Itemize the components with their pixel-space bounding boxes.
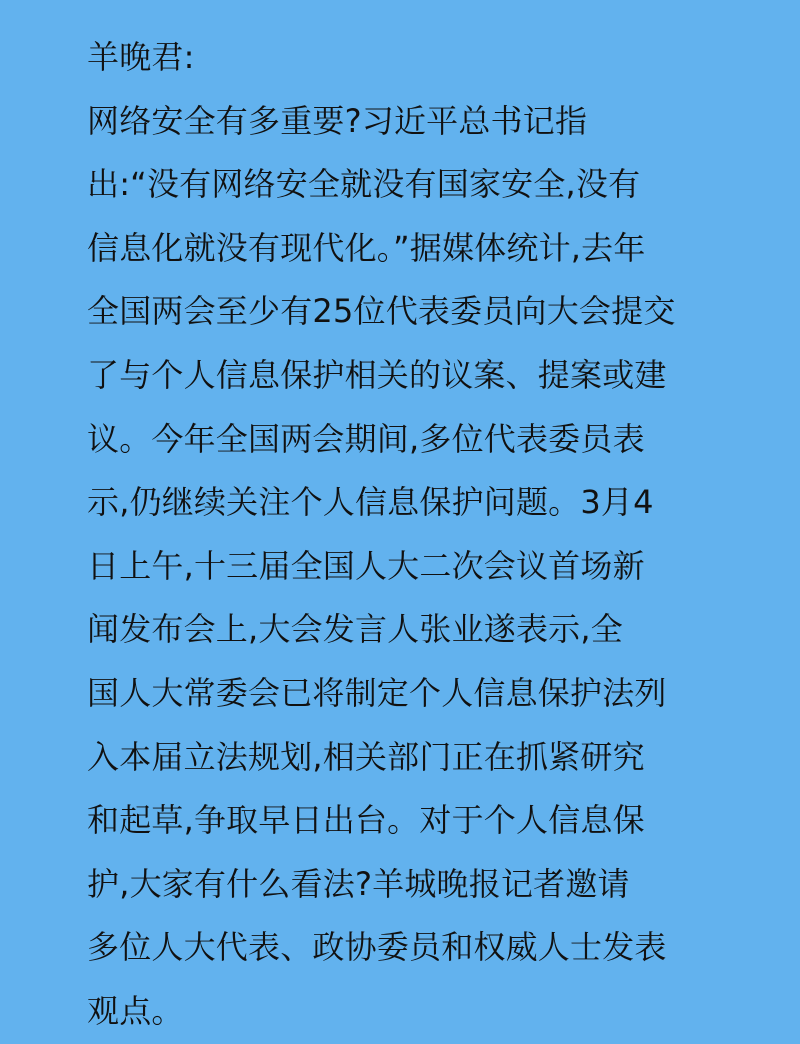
speaker-line: 羊晚君: (87, 38, 195, 76)
text-line: 示,仍继续关注个人信息保护问题。3月4 (87, 483, 654, 522)
text-line: 护,大家有什么看法?羊城晚报记者邀请 (87, 864, 630, 903)
text-line: 国人大常委会已将制定个人信息保护法列 (87, 673, 667, 712)
text-line: 多位人大代表、政协委员和权威人士发表 (87, 928, 667, 967)
text-line: 闻发布会上,大会发言人张业遂表示,全 (87, 610, 623, 649)
text-line: 日上午,十三届全国人大二次会议首场新 (87, 546, 645, 585)
text-line: 全国两会至少有25位代表委员向大会提交 (87, 292, 676, 331)
text-line: 了与个人信息保护相关的议案、提案或建 (87, 355, 667, 394)
text-line: 入本届立法规划,相关部门正在抓紧研究 (87, 737, 645, 776)
text-line: 观点。 (87, 991, 184, 1030)
text-line: 和起草,争取早日出台。对于个人信息保 (87, 801, 645, 840)
text-line: 信息化就没有现代化。”据媒体统计,去年 (87, 228, 646, 267)
text-line: 网络安全有多重要?习近平总书记指 (87, 101, 588, 140)
text-line: 议。今年全国两会期间,多位代表委员表 (87, 419, 645, 458)
article-text (87, 26, 727, 1044)
text-line: 出:“没有网络安全就没有国家安全,没有 (87, 165, 641, 204)
